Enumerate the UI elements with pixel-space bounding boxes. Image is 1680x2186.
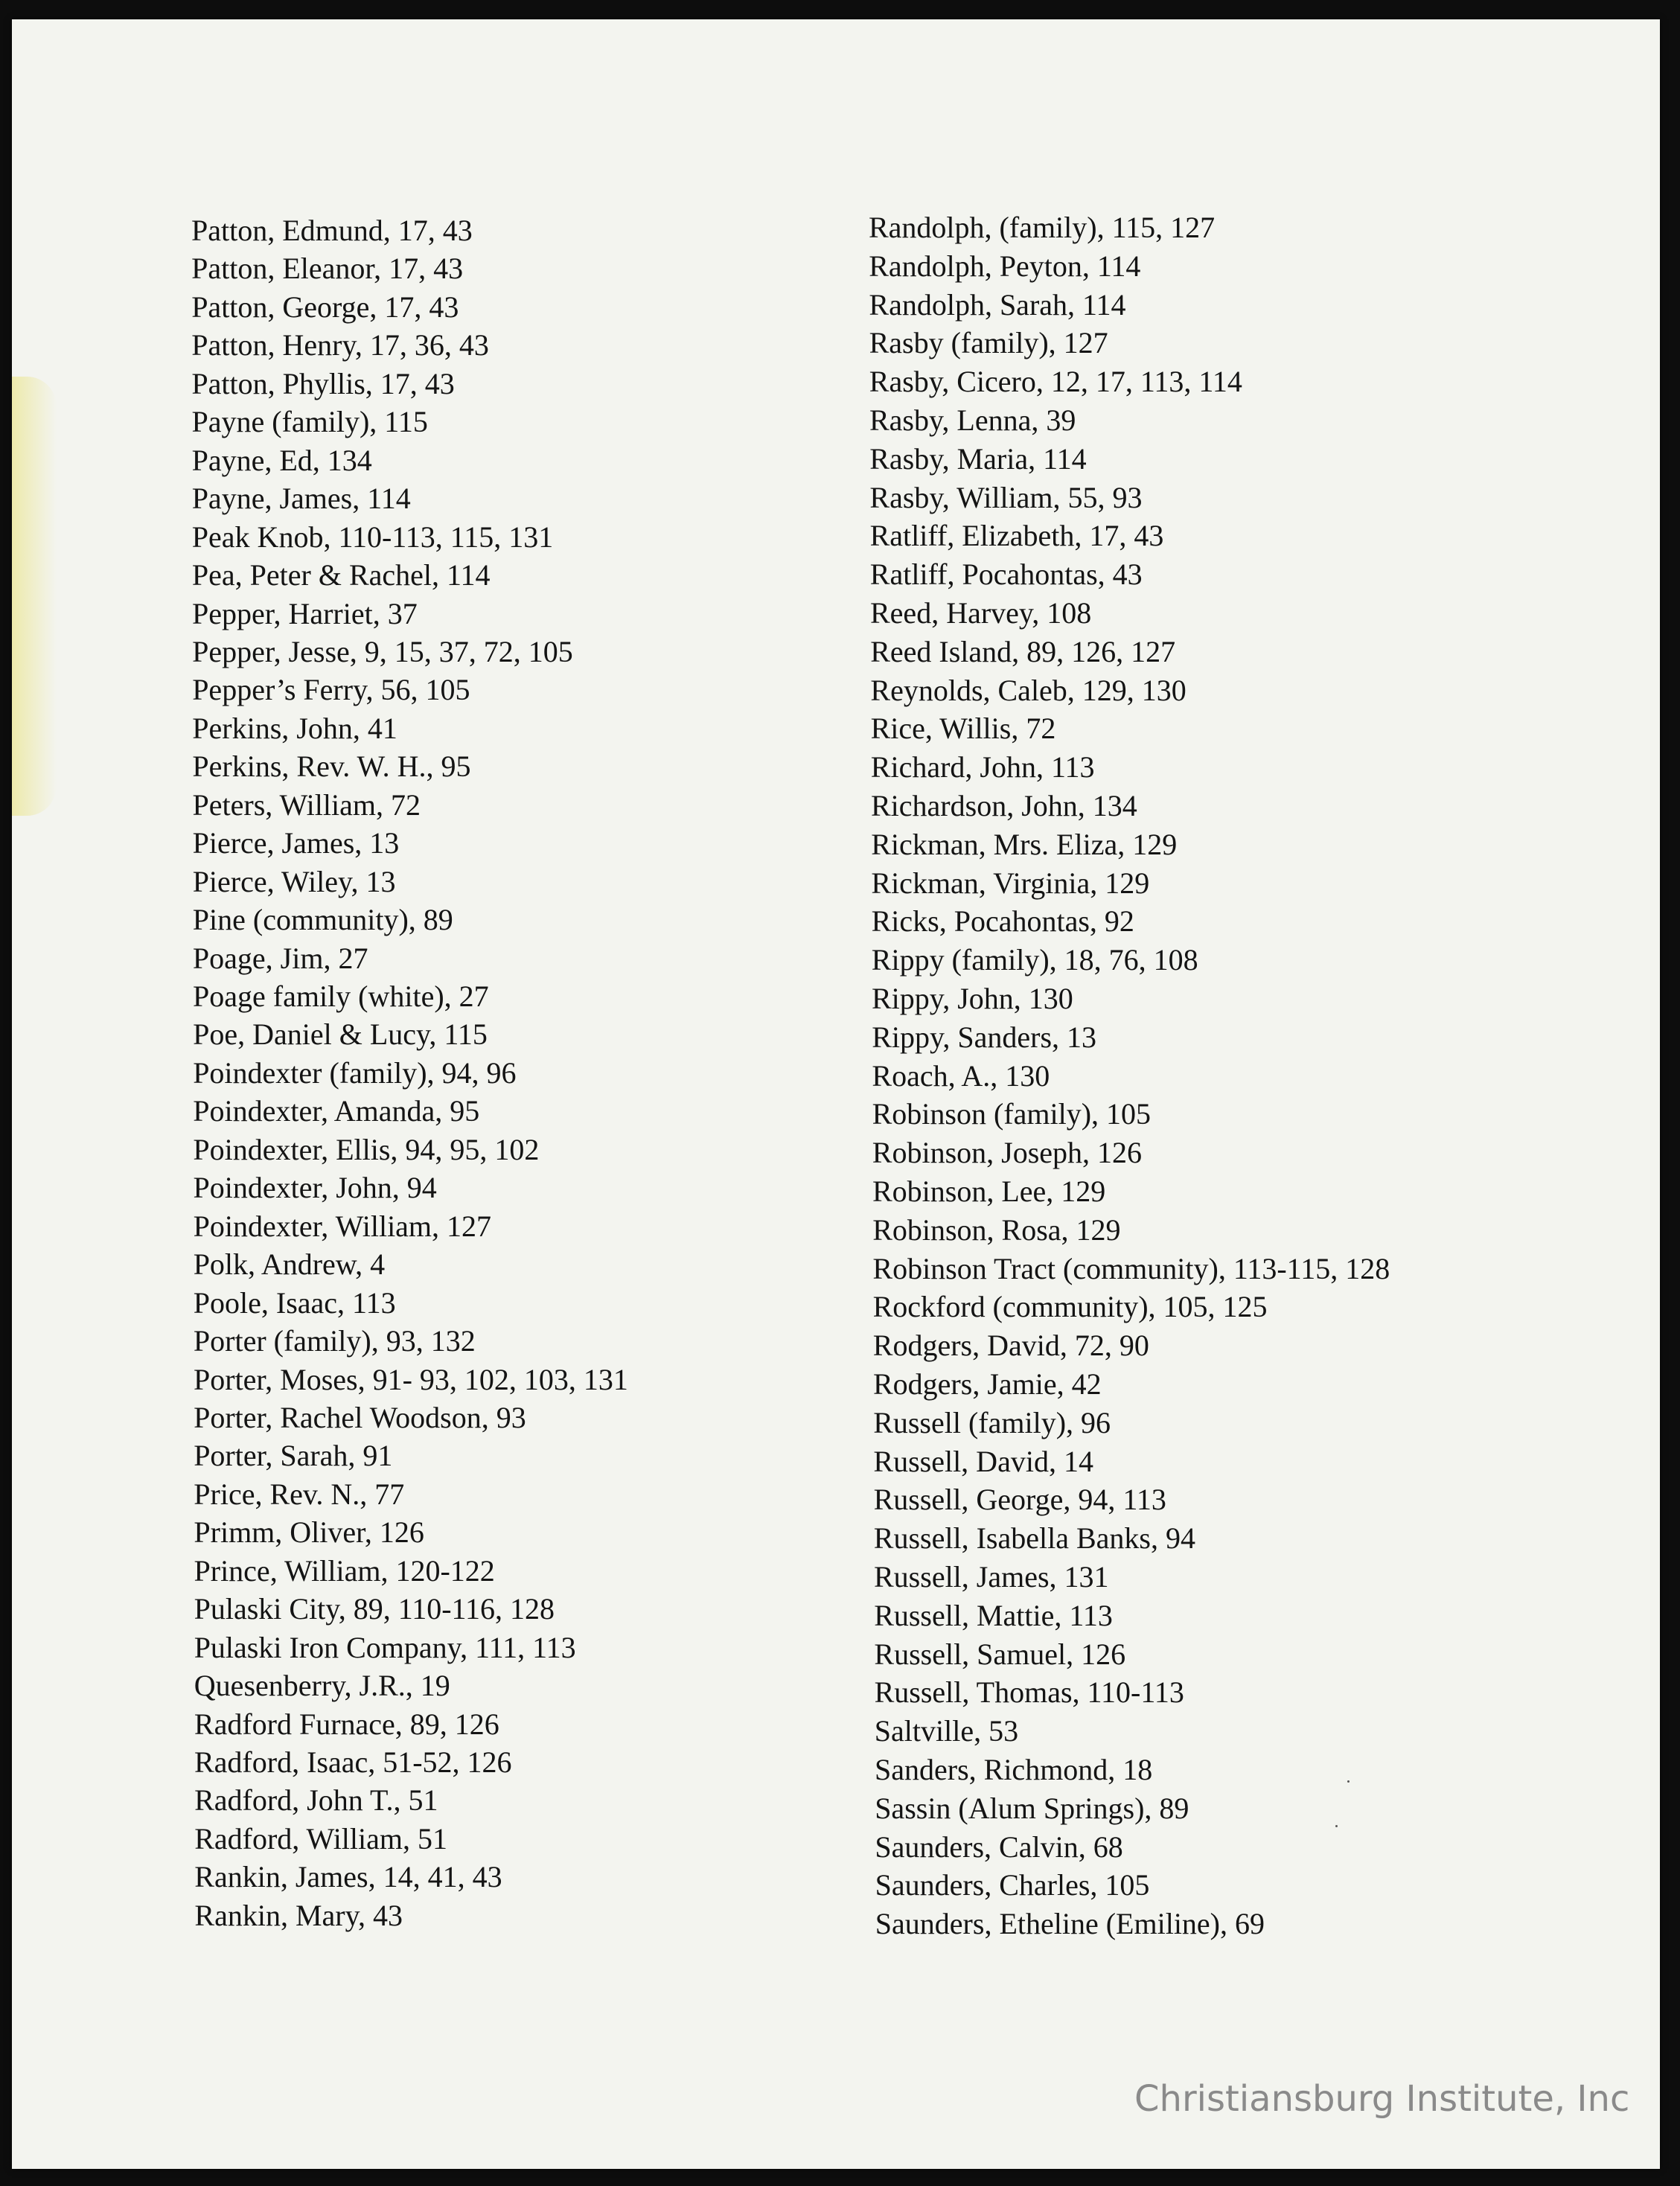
- index-entry: Rankin, James, 14, 41, 43: [194, 1860, 502, 1894]
- index-entry: Poindexter, Ellis, 94, 95, 102: [193, 1132, 540, 1166]
- index-entry: Poage family (white), 27: [193, 979, 489, 1013]
- index-entry: Pulaski Iron Company, 111, 113: [194, 1630, 576, 1664]
- index-entry: Rankin, Mary, 43: [194, 1898, 403, 1932]
- index-entry: Patton, Eleanor, 17, 43: [191, 252, 464, 286]
- index-entry: Patton, Henry, 17, 36, 43: [191, 328, 489, 362]
- index-entry: Robinson (family), 105: [872, 1097, 1152, 1131]
- index-entry: Sassin (Alum Springs), 89: [875, 1791, 1189, 1825]
- index-entry: Patton, Edmund, 17, 43: [191, 214, 473, 247]
- index-entry: Primm, Oliver, 126: [194, 1515, 424, 1550]
- index-entry: Rasby, Lenna, 39: [869, 403, 1076, 437]
- index-entry: Radford, Isaac, 51-52, 126: [194, 1745, 512, 1779]
- index-entry: Russell (family), 96: [873, 1405, 1111, 1439]
- index-entry: Russell, Samuel, 126: [874, 1637, 1126, 1671]
- index-entry: Rippy, Sanders, 13: [872, 1020, 1097, 1054]
- index-entry: Radford, John T., 51: [194, 1783, 438, 1818]
- index-entry: Randolph, Peyton, 114: [869, 249, 1141, 283]
- index-entry: Rice, Willis, 72: [870, 712, 1056, 746]
- index-entry: Porter (family), 93, 132: [193, 1324, 476, 1358]
- index-entry: Porter, Moses, 91- 93, 102, 103, 131: [194, 1362, 628, 1396]
- index-entry: Poindexter, William, 127: [193, 1209, 492, 1243]
- index-entry: Patton, Phyllis, 17, 43: [191, 366, 455, 400]
- index-entry: Rasby (family), 127: [869, 326, 1108, 360]
- index-entry: Rockford (community), 105, 125: [872, 1290, 1268, 1324]
- index-entry: Randolph, Sarah, 114: [869, 287, 1126, 322]
- index-entry: Ratliff, Pocahontas, 43: [869, 557, 1143, 592]
- index-entry: Reed, Harvey, 108: [870, 596, 1092, 630]
- index-entry: Polk, Andrew, 4: [193, 1247, 386, 1282]
- index-entry: Pierce, James, 13: [192, 826, 400, 860]
- index-entry: Poole, Isaac, 113: [193, 1285, 396, 1320]
- index-entry: Peak Knob, 110-113, 115, 131: [191, 520, 554, 554]
- index-entry: Randolph, (family), 115, 127: [869, 211, 1216, 244]
- index-entry: Rickman, Mrs. Eliza, 129: [871, 827, 1178, 861]
- index-entry: Prince, William, 120-122: [194, 1553, 495, 1588]
- index-entry: Poe, Daniel & Lucy, 115: [193, 1017, 488, 1052]
- index-entry: Russell, David, 14: [873, 1444, 1093, 1478]
- index-entry: Pepper, Jesse, 9, 15, 37, 72, 105: [192, 634, 573, 668]
- scanned-page: [12, 19, 1660, 2169]
- index-entry: Porter, Rachel Woodson, 93: [194, 1400, 526, 1434]
- index-entry: Saunders, Charles, 105: [875, 1868, 1150, 1902]
- index-entry: Robinson, Lee, 129: [872, 1175, 1106, 1208]
- index-entry: Pepper, Harriet, 37: [192, 596, 418, 630]
- index-entry: Patton, George, 17, 43: [191, 290, 459, 324]
- index-entry: Rippy (family), 18, 76, 108: [871, 943, 1198, 977]
- index-entry: Sanders, Richmond, 18: [875, 1753, 1153, 1786]
- dust-speck: [1335, 1825, 1338, 1827]
- index-entry: Saunders, Calvin, 68: [875, 1829, 1123, 1864]
- index-entry: Roach, A., 130: [872, 1058, 1050, 1093]
- index-entry: Pulaski City, 89, 110-116, 128: [194, 1592, 555, 1626]
- index-entry: Pepper’s Ferry, 56, 105: [192, 673, 470, 707]
- index-entry: Payne (family), 115: [191, 405, 428, 439]
- index-entry: Perkins, Rev. W. H., 95: [192, 750, 471, 784]
- index-entry: Russell, Isabella Banks, 94: [873, 1521, 1195, 1556]
- index-entry: Rodgers, David, 72, 90: [872, 1329, 1149, 1363]
- index-entry: Ratliff, Elizabeth, 17, 43: [869, 519, 1164, 553]
- index-entry: Rippy, John, 130: [872, 982, 1073, 1015]
- index-entry: Poage, Jim, 27: [192, 941, 368, 975]
- paper-stain: [12, 377, 57, 816]
- index-entry: Pierce, Wiley, 13: [192, 864, 396, 898]
- index-entry: Radford, William, 51: [194, 1821, 448, 1856]
- index-entry: Radford Furnace, 89, 126: [194, 1707, 499, 1741]
- index-entry: Poindexter, Amanda, 95: [193, 1094, 480, 1128]
- index-entry: Payne, Ed, 134: [191, 443, 372, 477]
- index-entry: Robinson, Joseph, 126: [872, 1136, 1143, 1170]
- index-entry: Saunders, Etheline (Emiline), 69: [875, 1907, 1265, 1941]
- index-entry: Richardson, John, 134: [871, 789, 1137, 822]
- index-entry: Peters, William, 72: [192, 787, 421, 822]
- index-entry: Price, Rev. N., 77: [194, 1477, 405, 1511]
- index-entry: Robinson, Rosa, 129: [872, 1212, 1121, 1247]
- index-entry: Rasby, Maria, 114: [869, 441, 1087, 476]
- watermark: Christiansburg Institute, Inc: [1134, 2078, 1630, 2120]
- index-entry: Robinson Tract (community), 113-115, 128: [872, 1251, 1390, 1285]
- index-entry: Rickman, Virginia, 129: [871, 866, 1150, 900]
- index-entry: Richard, John, 113: [870, 750, 1095, 784]
- index-entry: Pea, Peter & Rachel, 114: [191, 558, 491, 592]
- index-entry: Ricks, Pocahontas, 92: [871, 904, 1134, 939]
- index-entry: Rasby, William, 55, 93: [869, 480, 1143, 514]
- index-entry: Rodgers, Jamie, 42: [873, 1367, 1102, 1401]
- index-entry: Russell, James, 131: [874, 1560, 1109, 1594]
- index-entry: Russell, Thomas, 110-113: [874, 1675, 1184, 1710]
- index-entry: Rasby, Cicero, 12, 17, 113, 114: [869, 365, 1242, 399]
- index-entry: Reed Island, 89, 126, 127: [870, 634, 1176, 668]
- index-entry: Pine (community), 89: [192, 903, 453, 937]
- index-entry: Saltville, 53: [874, 1714, 1019, 1748]
- index-entry: Russell, George, 94, 113: [873, 1483, 1166, 1517]
- index-entry: Poindexter (family), 94, 96: [193, 1055, 517, 1090]
- index-entry: Poindexter, John, 94: [193, 1171, 437, 1205]
- index-entry: Russell, Mattie, 113: [874, 1598, 1113, 1632]
- index-entry: Quesenberry, J.R., 19: [194, 1669, 450, 1703]
- index-entry: Reynolds, Caleb, 129, 130: [870, 673, 1186, 707]
- index-entry: Porter, Sarah, 91: [194, 1439, 393, 1473]
- index-entry: Perkins, John, 41: [192, 711, 397, 745]
- dust-speck: [1347, 1780, 1350, 1783]
- index-entry: Payne, James, 114: [191, 482, 411, 516]
